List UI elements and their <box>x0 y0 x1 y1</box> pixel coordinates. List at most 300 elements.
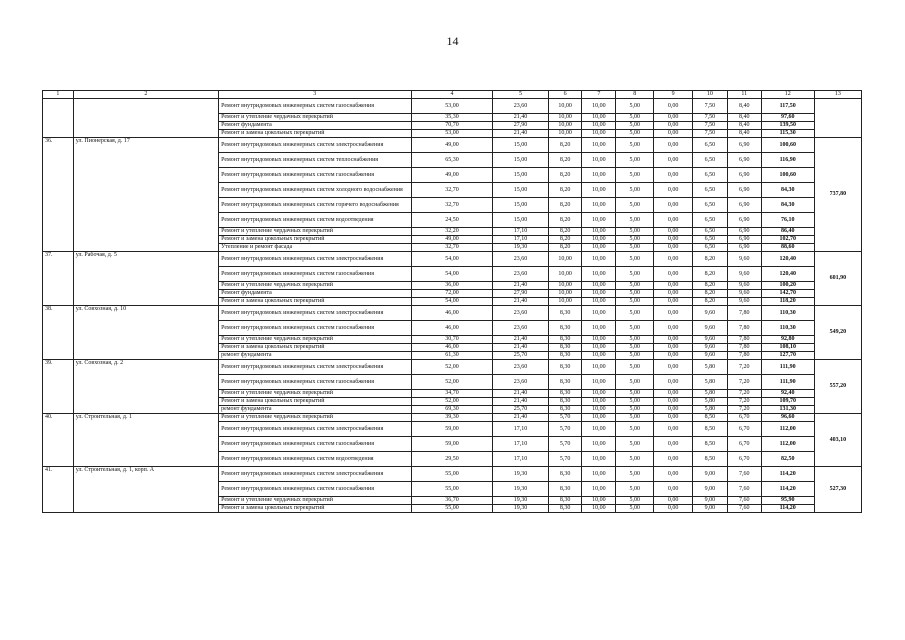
value-cell: 9,00 <box>693 467 728 482</box>
value-cell: 8,30 <box>548 375 582 390</box>
work-type-cell: Ремонт и замена цокольных перекрытий <box>219 298 411 306</box>
address-cell <box>73 99 218 138</box>
value-cell: 46,00 <box>411 306 493 321</box>
address-cell: ул. Пионерская, д. 17 <box>73 138 218 252</box>
value-cell: 9,60 <box>727 252 761 267</box>
value-cell: 52,00 <box>411 360 493 375</box>
value-cell: 9,00 <box>693 482 728 497</box>
value-cell: 19,30 <box>493 467 548 482</box>
value-cell: 19,30 <box>493 497 548 505</box>
value-cell: 8,30 <box>548 497 582 505</box>
work-type-cell: Ремонт и замена цокольных перекрытий <box>219 130 411 138</box>
value-cell: 15,00 <box>493 183 548 198</box>
value-cell: 23,60 <box>493 252 548 267</box>
value-cell: 8,30 <box>548 390 582 398</box>
value-cell: 0,00 <box>654 467 693 482</box>
value-cell: 8,30 <box>548 344 582 352</box>
value-cell: 10,00 <box>582 168 616 183</box>
value-cell: 0,00 <box>654 437 693 452</box>
value-cell: 8,40 <box>727 122 761 130</box>
value-cell: 9,00 <box>693 497 728 505</box>
row-cost-cell: 92,80 <box>761 336 814 344</box>
value-cell: 21,40 <box>493 114 548 122</box>
value-cell: 6,70 <box>727 414 761 422</box>
value-cell: 54,00 <box>411 298 493 306</box>
value-cell: 32,70 <box>411 198 493 213</box>
value-cell: 7,80 <box>727 321 761 336</box>
value-cell: 49,00 <box>411 138 493 153</box>
value-cell: 10,00 <box>582 344 616 352</box>
value-cell: 8,20 <box>548 153 582 168</box>
value-cell: 49,00 <box>411 236 493 244</box>
value-cell: 0,00 <box>654 198 693 213</box>
value-cell: 7,50 <box>693 122 728 130</box>
value-cell: 8,30 <box>548 306 582 321</box>
value-cell: 0,00 <box>654 306 693 321</box>
address-cell: ул. Строительная, д. 1, корп. А <box>73 467 218 513</box>
value-cell: 8,20 <box>548 236 582 244</box>
column-header: 3 <box>219 91 411 99</box>
value-cell: 10,00 <box>582 153 616 168</box>
value-cell: 7,60 <box>727 497 761 505</box>
value-cell: 8,40 <box>727 130 761 138</box>
value-cell: 36,00 <box>411 282 493 290</box>
value-cell: 5,00 <box>616 482 654 497</box>
value-cell: 7,50 <box>693 99 728 114</box>
value-cell: 0,00 <box>654 183 693 198</box>
value-cell: 0,00 <box>654 344 693 352</box>
address-cell: ул. Строительная, д. 1 <box>73 414 218 467</box>
address-cell: ул. Совхозная, д. 2 <box>73 360 218 414</box>
value-cell: 8,30 <box>548 406 582 414</box>
value-cell: 7,80 <box>727 352 761 360</box>
table-row <box>43 467 862 482</box>
house-total-cell: 557,20 <box>814 360 861 414</box>
value-cell: 0,00 <box>654 213 693 228</box>
value-cell: 9,60 <box>693 336 728 344</box>
value-cell: 8,30 <box>548 321 582 336</box>
value-cell: 5,00 <box>616 360 654 375</box>
row-cost-cell: 142,70 <box>761 290 814 298</box>
column-header: 9 <box>654 91 693 99</box>
value-cell: 0,00 <box>654 153 693 168</box>
row-cost-cell: 115,30 <box>761 130 814 138</box>
row-cost-cell: 127,70 <box>761 352 814 360</box>
value-cell: 6,70 <box>727 437 761 452</box>
table-row <box>43 252 862 267</box>
row-cost-cell: 139,50 <box>761 122 814 130</box>
value-cell: 10,00 <box>582 505 616 513</box>
value-cell: 17,10 <box>493 228 548 236</box>
value-cell: 0,00 <box>654 414 693 422</box>
value-cell: 10,00 <box>582 398 616 406</box>
address-cell: ул. Совхозная, д. 10 <box>73 306 218 360</box>
value-cell: 9,60 <box>693 306 728 321</box>
value-cell: 52,00 <box>411 375 493 390</box>
value-cell: 10,00 <box>582 336 616 344</box>
table-row <box>43 414 862 422</box>
value-cell: 5,00 <box>616 122 654 130</box>
work-type-cell: Ремонт и замена цокольных перекрытий <box>219 505 411 513</box>
value-cell: 9,60 <box>693 344 728 352</box>
value-cell: 61,30 <box>411 352 493 360</box>
value-cell: 5,00 <box>616 168 654 183</box>
row-cost-cell: 84,30 <box>761 198 814 213</box>
value-cell: 10,00 <box>582 213 616 228</box>
value-cell: 10,00 <box>548 99 582 114</box>
value-cell: 27,90 <box>493 122 548 130</box>
value-cell: 0,00 <box>654 168 693 183</box>
value-cell: 0,00 <box>654 290 693 298</box>
value-cell: 15,00 <box>493 198 548 213</box>
work-type-cell: Ремонт и утепление чердачных перекрытий <box>219 336 411 344</box>
value-cell: 5,70 <box>548 452 582 467</box>
work-type-cell: Ремонт внутридомовых инженерных систем электроснабжения <box>219 306 411 321</box>
row-cost-cell: 118,20 <box>761 298 814 306</box>
value-cell: 7,60 <box>727 505 761 513</box>
work-type-cell: Ремонт внутридомовых инженерных систем электроснабжения <box>219 360 411 375</box>
row-cost-cell: 114,20 <box>761 482 814 497</box>
value-cell: 21,40 <box>493 398 548 406</box>
value-cell: 17,10 <box>493 437 548 452</box>
house-total-cell: 527,30 <box>814 467 861 513</box>
value-cell: 23,60 <box>493 375 548 390</box>
house-total-cell: 601,90 <box>814 252 861 306</box>
value-cell: 6,50 <box>693 138 728 153</box>
house-total-cell <box>814 99 861 138</box>
work-type-cell: Ремонт внутридомовых инженерных систем газоснабжения <box>219 168 411 183</box>
value-cell: 5,00 <box>616 406 654 414</box>
work-type-cell: Ремонт внутридомовых инженерных систем газоснабжения <box>219 321 411 336</box>
value-cell: 54,00 <box>411 267 493 282</box>
value-cell: 0,00 <box>654 282 693 290</box>
value-cell: 6,90 <box>727 198 761 213</box>
value-cell: 0,00 <box>654 360 693 375</box>
row-cost-cell: 116,90 <box>761 153 814 168</box>
value-cell: 10,00 <box>582 482 616 497</box>
column-header: 11 <box>727 91 761 99</box>
value-cell: 10,00 <box>548 130 582 138</box>
value-cell: 10,00 <box>548 267 582 282</box>
value-cell: 8,20 <box>548 244 582 252</box>
value-cell: 0,00 <box>654 130 693 138</box>
work-type-cell: Ремонт внутридомовых инженерных систем электроснабжения <box>219 467 411 482</box>
row-cost-cell: 120,40 <box>761 252 814 267</box>
work-type-cell: Ремонт внутридомовых инженерных систем водоотведения <box>219 213 411 228</box>
value-cell: 8,50 <box>693 414 728 422</box>
value-cell: 21,40 <box>493 282 548 290</box>
value-cell: 9,60 <box>727 298 761 306</box>
value-cell: 55,00 <box>411 482 493 497</box>
row-cost-cell: 95,90 <box>761 497 814 505</box>
value-cell: 21,40 <box>493 344 548 352</box>
value-cell: 10,00 <box>582 290 616 298</box>
value-cell: 55,00 <box>411 505 493 513</box>
work-type-cell: Ремонт внутридомовых инженерных систем газоснабжения <box>219 375 411 390</box>
value-cell: 8,20 <box>693 267 728 282</box>
value-cell: 5,00 <box>616 497 654 505</box>
column-header: 13 <box>814 91 861 99</box>
value-cell: 7,50 <box>693 130 728 138</box>
value-cell: 32,20 <box>411 228 493 236</box>
value-cell: 5,00 <box>616 375 654 390</box>
value-cell: 6,50 <box>693 228 728 236</box>
row-cost-cell: 102,70 <box>761 236 814 244</box>
row-cost-cell: 111,90 <box>761 360 814 375</box>
value-cell: 6,90 <box>727 213 761 228</box>
value-cell: 7,50 <box>693 114 728 122</box>
value-cell: 9,60 <box>693 352 728 360</box>
value-cell: 6,90 <box>727 236 761 244</box>
value-cell: 6,90 <box>727 153 761 168</box>
column-header: 5 <box>493 91 548 99</box>
value-cell: 0,00 <box>654 122 693 130</box>
value-cell: 8,40 <box>727 114 761 122</box>
value-cell: 17,10 <box>493 452 548 467</box>
row-cost-cell: 100,20 <box>761 282 814 290</box>
column-header: 6 <box>548 91 582 99</box>
work-type-cell: Ремонт внутридомовых инженерных систем электроснабжения <box>219 422 411 437</box>
value-cell: 6,70 <box>727 422 761 437</box>
value-cell: 10,00 <box>582 360 616 375</box>
value-cell: 6,90 <box>727 168 761 183</box>
value-cell: 23,60 <box>493 321 548 336</box>
value-cell: 0,00 <box>654 505 693 513</box>
value-cell: 39,30 <box>411 414 493 422</box>
value-cell: 0,00 <box>654 267 693 282</box>
work-type-cell: ремонт фундамента <box>219 352 411 360</box>
value-cell: 8,20 <box>548 168 582 183</box>
value-cell: 21,40 <box>493 298 548 306</box>
value-cell: 10,00 <box>582 497 616 505</box>
work-type-cell: Ремонт фундамента <box>219 122 411 130</box>
column-header: 2 <box>73 91 218 99</box>
value-cell: 6,50 <box>693 168 728 183</box>
value-cell: 9,60 <box>727 282 761 290</box>
table-row <box>43 138 862 153</box>
house-total-cell: 549,20 <box>814 306 861 360</box>
value-cell: 7,80 <box>727 336 761 344</box>
value-cell: 15,00 <box>493 213 548 228</box>
value-cell: 8,30 <box>548 505 582 513</box>
value-cell: 6,90 <box>727 183 761 198</box>
value-cell: 29,50 <box>411 452 493 467</box>
value-cell: 10,00 <box>582 244 616 252</box>
value-cell: 8,50 <box>693 437 728 452</box>
value-cell: 5,00 <box>616 228 654 236</box>
value-cell: 59,00 <box>411 422 493 437</box>
value-cell: 7,20 <box>727 375 761 390</box>
row-number: 36. <box>43 138 74 252</box>
value-cell: 10,00 <box>582 130 616 138</box>
value-cell: 8,30 <box>548 398 582 406</box>
value-cell: 8,20 <box>548 198 582 213</box>
value-cell: 0,00 <box>654 244 693 252</box>
value-cell: 10,00 <box>582 183 616 198</box>
value-cell: 5,00 <box>616 306 654 321</box>
value-cell: 0,00 <box>654 352 693 360</box>
value-cell: 53,00 <box>411 99 493 114</box>
value-cell: 5,00 <box>616 236 654 244</box>
value-cell: 23,60 <box>493 306 548 321</box>
value-cell: 8,20 <box>548 183 582 198</box>
value-cell: 15,00 <box>493 138 548 153</box>
value-cell: 7,20 <box>727 390 761 398</box>
value-cell: 5,00 <box>616 198 654 213</box>
value-cell: 10,00 <box>582 414 616 422</box>
value-cell: 8,30 <box>548 482 582 497</box>
value-cell: 9,00 <box>693 505 728 513</box>
value-cell: 7,20 <box>727 406 761 414</box>
column-header: 12 <box>761 91 814 99</box>
value-cell: 10,00 <box>582 467 616 482</box>
work-type-cell: Ремонт и утепление чердачных перекрытий <box>219 497 411 505</box>
value-cell: 10,00 <box>548 114 582 122</box>
value-cell: 5,00 <box>616 138 654 153</box>
row-cost-cell: 131,30 <box>761 406 814 414</box>
value-cell: 8,30 <box>548 352 582 360</box>
value-cell: 23,60 <box>493 360 548 375</box>
value-cell: 8,30 <box>548 360 582 375</box>
value-cell: 46,00 <box>411 344 493 352</box>
value-cell: 5,00 <box>616 99 654 114</box>
value-cell: 32,70 <box>411 244 493 252</box>
value-cell: 7,60 <box>727 467 761 482</box>
value-cell: 8,20 <box>548 228 582 236</box>
value-cell: 5,00 <box>616 321 654 336</box>
value-cell: 10,00 <box>582 375 616 390</box>
value-cell: 10,00 <box>582 198 616 213</box>
value-cell: 0,00 <box>654 390 693 398</box>
row-number: 38. <box>43 306 74 360</box>
table-row <box>43 306 862 321</box>
row-number: 39. <box>43 360 74 414</box>
row-cost-cell: 82,50 <box>761 452 814 467</box>
value-cell: 9,60 <box>693 321 728 336</box>
value-cell: 8,20 <box>693 282 728 290</box>
value-cell: 0,00 <box>654 398 693 406</box>
value-cell: 6,50 <box>693 213 728 228</box>
address-cell: ул. Рабочая, д. 5 <box>73 252 218 306</box>
row-cost-cell: 117,50 <box>761 99 814 114</box>
value-cell: 5,00 <box>616 153 654 168</box>
work-type-cell: Утепление и ремонт фасада <box>219 244 411 252</box>
value-cell: 8,30 <box>548 336 582 344</box>
value-cell: 0,00 <box>654 99 693 114</box>
value-cell: 10,00 <box>582 422 616 437</box>
value-cell: 21,40 <box>493 336 548 344</box>
value-cell: 7,60 <box>727 482 761 497</box>
column-header: 1 <box>43 91 74 99</box>
value-cell: 8,50 <box>693 422 728 437</box>
row-cost-cell: 100,60 <box>761 138 814 153</box>
value-cell: 6,70 <box>727 452 761 467</box>
value-cell: 5,00 <box>616 252 654 267</box>
value-cell: 5,00 <box>616 390 654 398</box>
value-cell: 5,00 <box>616 437 654 452</box>
row-cost-cell: 112,00 <box>761 422 814 437</box>
value-cell: 10,00 <box>582 282 616 290</box>
column-header: 10 <box>693 91 728 99</box>
row-cost-cell: 84,30 <box>761 183 814 198</box>
value-cell: 8,20 <box>548 138 582 153</box>
value-cell: 10,00 <box>582 306 616 321</box>
table-row <box>43 360 862 375</box>
table-row <box>43 99 862 114</box>
row-cost-cell: 110,30 <box>761 306 814 321</box>
value-cell: 9,60 <box>727 290 761 298</box>
work-type-cell: Ремонт внутридомовых инженерных систем газоснабжения <box>219 99 411 114</box>
value-cell: 7,20 <box>727 398 761 406</box>
column-header: 8 <box>616 91 654 99</box>
value-cell: 0,00 <box>654 422 693 437</box>
page-number: 14 <box>446 34 459 48</box>
value-cell: 5,00 <box>616 414 654 422</box>
row-cost-cell: 110,30 <box>761 321 814 336</box>
value-cell: 8,30 <box>548 467 582 482</box>
value-cell: 5,00 <box>616 290 654 298</box>
value-cell: 6,90 <box>727 228 761 236</box>
value-cell: 19,30 <box>493 505 548 513</box>
value-cell: 35,30 <box>411 114 493 122</box>
row-number: 37. <box>43 252 74 306</box>
value-cell: 10,00 <box>548 290 582 298</box>
value-cell: 5,80 <box>693 398 728 406</box>
house-total-cell: 403,10 <box>814 414 861 467</box>
value-cell: 0,00 <box>654 406 693 414</box>
value-cell: 5,70 <box>548 422 582 437</box>
value-cell: 5,00 <box>616 344 654 352</box>
value-cell: 5,00 <box>616 267 654 282</box>
row-cost-cell: 120,40 <box>761 267 814 282</box>
value-cell: 5,00 <box>616 452 654 467</box>
row-cost-cell: 97,60 <box>761 114 814 122</box>
row-cost-cell: 100,60 <box>761 168 814 183</box>
value-cell: 19,30 <box>493 482 548 497</box>
value-cell: 10,00 <box>582 352 616 360</box>
value-cell: 8,50 <box>693 452 728 467</box>
value-cell: 52,00 <box>411 398 493 406</box>
value-cell: 23,60 <box>493 267 548 282</box>
value-cell: 23,60 <box>493 99 548 114</box>
value-cell: 5,80 <box>693 406 728 414</box>
value-cell: 7,20 <box>727 360 761 375</box>
row-cost-cell: 86,40 <box>761 228 814 236</box>
value-cell: 70,70 <box>411 122 493 130</box>
work-type-cell: Ремонт внутридомовых инженерных систем газоснабжения <box>219 482 411 497</box>
value-cell: 5,70 <box>548 437 582 452</box>
repair-cost-table <box>42 90 862 513</box>
row-number: 41. <box>43 467 74 513</box>
value-cell: 5,80 <box>693 375 728 390</box>
work-type-cell: Ремонт и утепление чердачных перекрытий <box>219 390 411 398</box>
value-cell: 7,80 <box>727 344 761 352</box>
row-cost-cell: 112,00 <box>761 437 814 452</box>
row-cost-cell: 96,60 <box>761 414 814 422</box>
value-cell: 5,00 <box>616 336 654 344</box>
value-cell: 6,50 <box>693 198 728 213</box>
value-cell: 21,40 <box>493 130 548 138</box>
value-cell: 0,00 <box>654 298 693 306</box>
value-cell: 5,00 <box>616 130 654 138</box>
work-type-cell: Ремонт внутридомовых инженерных систем водоотведения <box>219 452 411 467</box>
work-type-cell: Ремонт внутридомовых инженерных систем горячего водоснабжения <box>219 198 411 213</box>
value-cell: 25,70 <box>493 352 548 360</box>
value-cell: 21,40 <box>493 390 548 398</box>
work-type-cell: Ремонт и замена цокольных перекрытий <box>219 344 411 352</box>
value-cell: 25,70 <box>493 406 548 414</box>
value-cell: 5,00 <box>616 282 654 290</box>
